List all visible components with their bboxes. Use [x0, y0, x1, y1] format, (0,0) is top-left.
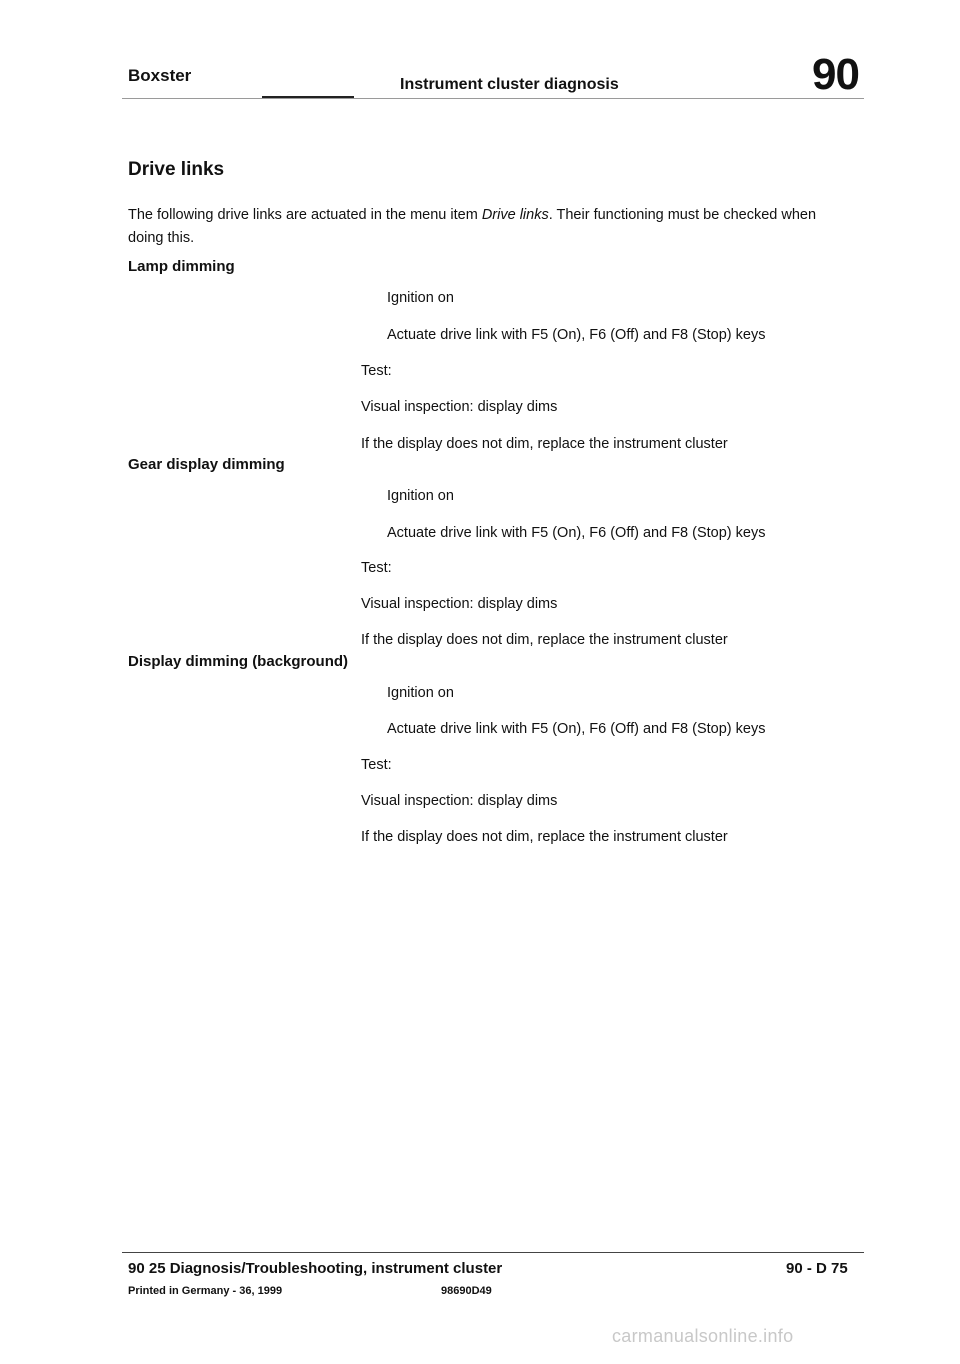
- footer-doc-code: 98690D49: [441, 1285, 492, 1297]
- step-ignition-on: Ignition on: [387, 290, 454, 306]
- step-visual-inspection: Visual inspection: display dims: [361, 399, 558, 415]
- step-ignition-on: Ignition on: [387, 488, 454, 504]
- step-replace-cluster: If the display does not dim, replace the instrument cluster: [361, 632, 728, 648]
- header-divider: [122, 98, 864, 99]
- step-test-label: Test:: [361, 363, 392, 379]
- step-replace-cluster: If the display does not dim, replace the instrument cluster: [361, 436, 728, 452]
- step-replace-cluster: If the display does not dim, replace the instrument cluster: [361, 829, 728, 845]
- step-visual-inspection: Visual inspection: display dims: [361, 793, 558, 809]
- group-heading-display-dimming-background: Display dimming (background): [128, 653, 349, 670]
- step-visual-inspection: Visual inspection: display dims: [361, 596, 558, 612]
- group-heading-gear-display-dimming: Gear display dimming: [128, 456, 285, 473]
- step-actuate-drive-link: Actuate drive link with F5 (On), F6 (Off) and F8 (Stop) keys: [387, 525, 766, 541]
- step-ignition-on: Ignition on: [387, 685, 454, 701]
- step-actuate-drive-link: Actuate drive link with F5 (On), F6 (Off) and F8 (Stop) keys: [387, 327, 766, 343]
- intro-text-end: . Their functioning must be checked when doing this.: [128, 207, 817, 246]
- section-heading: Drive links: [128, 159, 225, 180]
- header-group-number: 90: [812, 50, 859, 99]
- header-divider-accent: [262, 96, 354, 98]
- footer-divider: [122, 1252, 864, 1253]
- step-test-label: Test:: [361, 560, 392, 576]
- intro-text-start: The following drive links are actuated in the menu item: [128, 207, 482, 223]
- intro-menu-item: Drive links: [481, 207, 549, 223]
- group-heading-lamp-dimming: Lamp dimming: [128, 258, 235, 275]
- step-actuate-drive-link: Actuate drive link with F5 (On), F6 (Off) and F8 (Stop) keys: [387, 721, 766, 737]
- intro-paragraph: [128, 204, 828, 250]
- footer-page-number: 90 - D 75: [786, 1260, 848, 1277]
- header-model: Boxster: [128, 66, 192, 85]
- step-test-label: Test:: [361, 757, 392, 773]
- header-title: Instrument cluster diagnosis: [400, 76, 619, 93]
- footer-printed: Printed in Germany - 36, 1999: [128, 1285, 283, 1297]
- watermark: carmanualsonline.info: [612, 1326, 794, 1346]
- footer-chapter: 90 25 Diagnosis/Troubleshooting, instrument cluster: [128, 1260, 503, 1277]
